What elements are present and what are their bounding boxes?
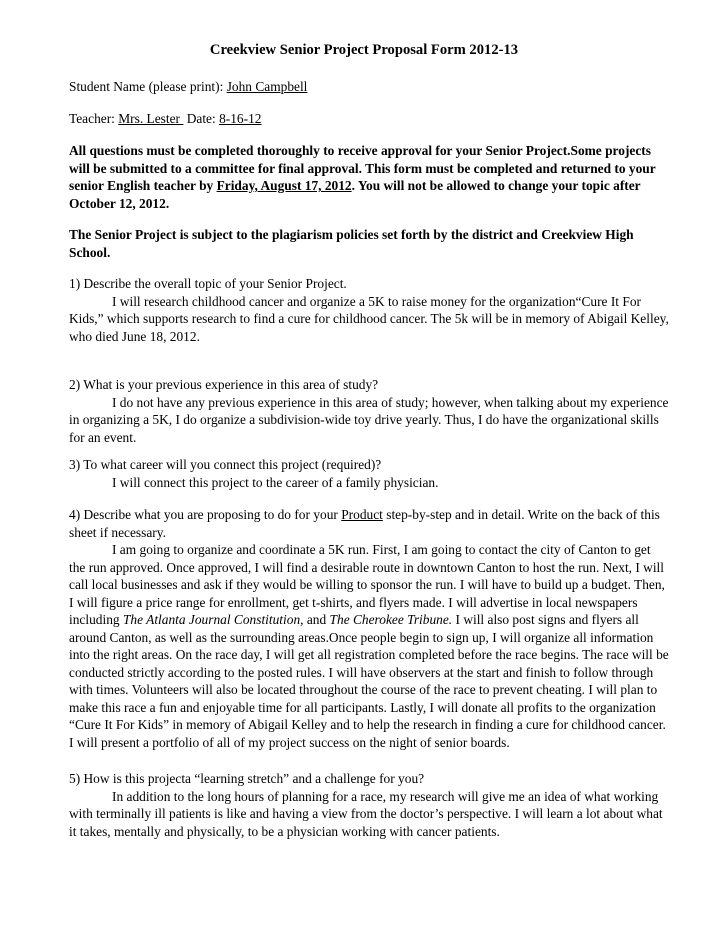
student-name-line — [69, 78, 669, 96]
form-title: Creekview Senior Project Proposal Form 2012-13 — [209, 42, 519, 58]
instructions-paragraph — [69, 142, 669, 212]
deadline-date: Friday, August 17, 2012 — [216, 178, 352, 193]
question-4-text: 4) Describe what you are proposing to do for your Product step-by-step and in detail. Write on the back of this sheet if necessary. — [69, 507, 660, 540]
question-3-text: 3) To what career will you connect this project (required)? — [69, 457, 382, 472]
question-2 — [69, 376, 669, 446]
question-5-text: 5) How is this projecta “learning stretch” and a challenge for you? — [69, 771, 425, 786]
question-4-answer: I am going to organize and coordinate a 5K run. First, I am going to contact the city of Canton to get the run approved. Once approved, I will find a desirable route in downtown Canton to host the run. Next, I will call local businesses and ask if they would be willing to sponsor the run. I will have to build up a budget. Then, I will figure a price range for enrollment, get t-shirts, and flyers made. I will advertise in local newspapers including The Atlanta Journal Constitution, and The Cherokee Tribune. I will also post signs and flyers all around Canton, as well as the surrounding areas.Once people begin to sign up, I will organize all information into the right areas. On the race day, I will get all registration completed before the race begins. The race will be conducted strictly according to the posted rules. I will have observers at the start and finish to follow through with times. Volunteers will also be located throughout the course of the race to prevent cheating. I will plan to make this race a fun and enjoyable time for all participants. Lastly, I will donate all profits to the organization “Cure It For Kids” in memory of Abigail Kelley and to help the research in finding a cure for childhood cancer. I will present a portfolio of all of my project success on the night of senior boards. — [69, 542, 669, 750]
student-name-value: John Campbell — [226, 79, 308, 94]
product-word: Product — [341, 507, 383, 522]
teacher-label: Teacher: — [69, 111, 115, 126]
date-value: 8-16-12 — [219, 111, 262, 126]
question-5-answer: In addition to the long hours of planning for a race, my research will give me an idea of what working with terminally ill patients is like and having a view from the doctor’s perspective. I will learn a lot about what it takes, mentally and physically, to be a physician working with cancer patients. — [69, 788, 663, 839]
newspaper-2: The Cherokee Tribune. — [329, 612, 453, 627]
instructions-text-2: . You will not be allowed to change your topic after October 12, 2012. — [69, 178, 641, 211]
question-5 — [69, 770, 669, 840]
newspaper-1: The Atlanta Journal Constitution — [122, 612, 301, 627]
date-label: Date: — [186, 111, 216, 126]
instructions-text-1: All questions must be completed thoroughly to receive approval for your Senior Project.Some projects will be submitted to a committee for final approval. This form must be completed and returned to your senior English teacher by — [69, 143, 656, 193]
question-1 — [69, 275, 669, 345]
question-2-answer: I do not have any previous experience in this area of study; however, when talking about my experience in organizing a 5K, I do organize a subdivision-wide toy drive yearly. Thus, I do have the organizational skills for an event. — [69, 394, 669, 445]
teacher-line — [69, 110, 669, 128]
teacher-value: Mrs. Lester — [118, 111, 180, 126]
question-2-text: 2) What is your previous experience in this area of study? — [69, 377, 379, 392]
plagiarism-notice: The Senior Project is subject to the plagiarism policies set forth by the district and Creekview High School. — [69, 227, 634, 260]
question-4 — [69, 506, 669, 751]
question-3 — [69, 456, 669, 491]
question-1-answer: I will research childhood cancer and organize a 5K to raise money for the organization“Cure It For Kids,” which supports research to find a cure for childhood cancer. The 5k will be in memory of Abigail Kelley, who died June 18, 2012. — [69, 293, 669, 344]
question-3-answer: I will connect this project to the career of a family physician. — [112, 474, 439, 490]
student-name-label: Student Name (please print): — [69, 79, 224, 94]
question-1-text: 1) Describe the overall topic of your Senior Project. — [69, 276, 347, 291]
